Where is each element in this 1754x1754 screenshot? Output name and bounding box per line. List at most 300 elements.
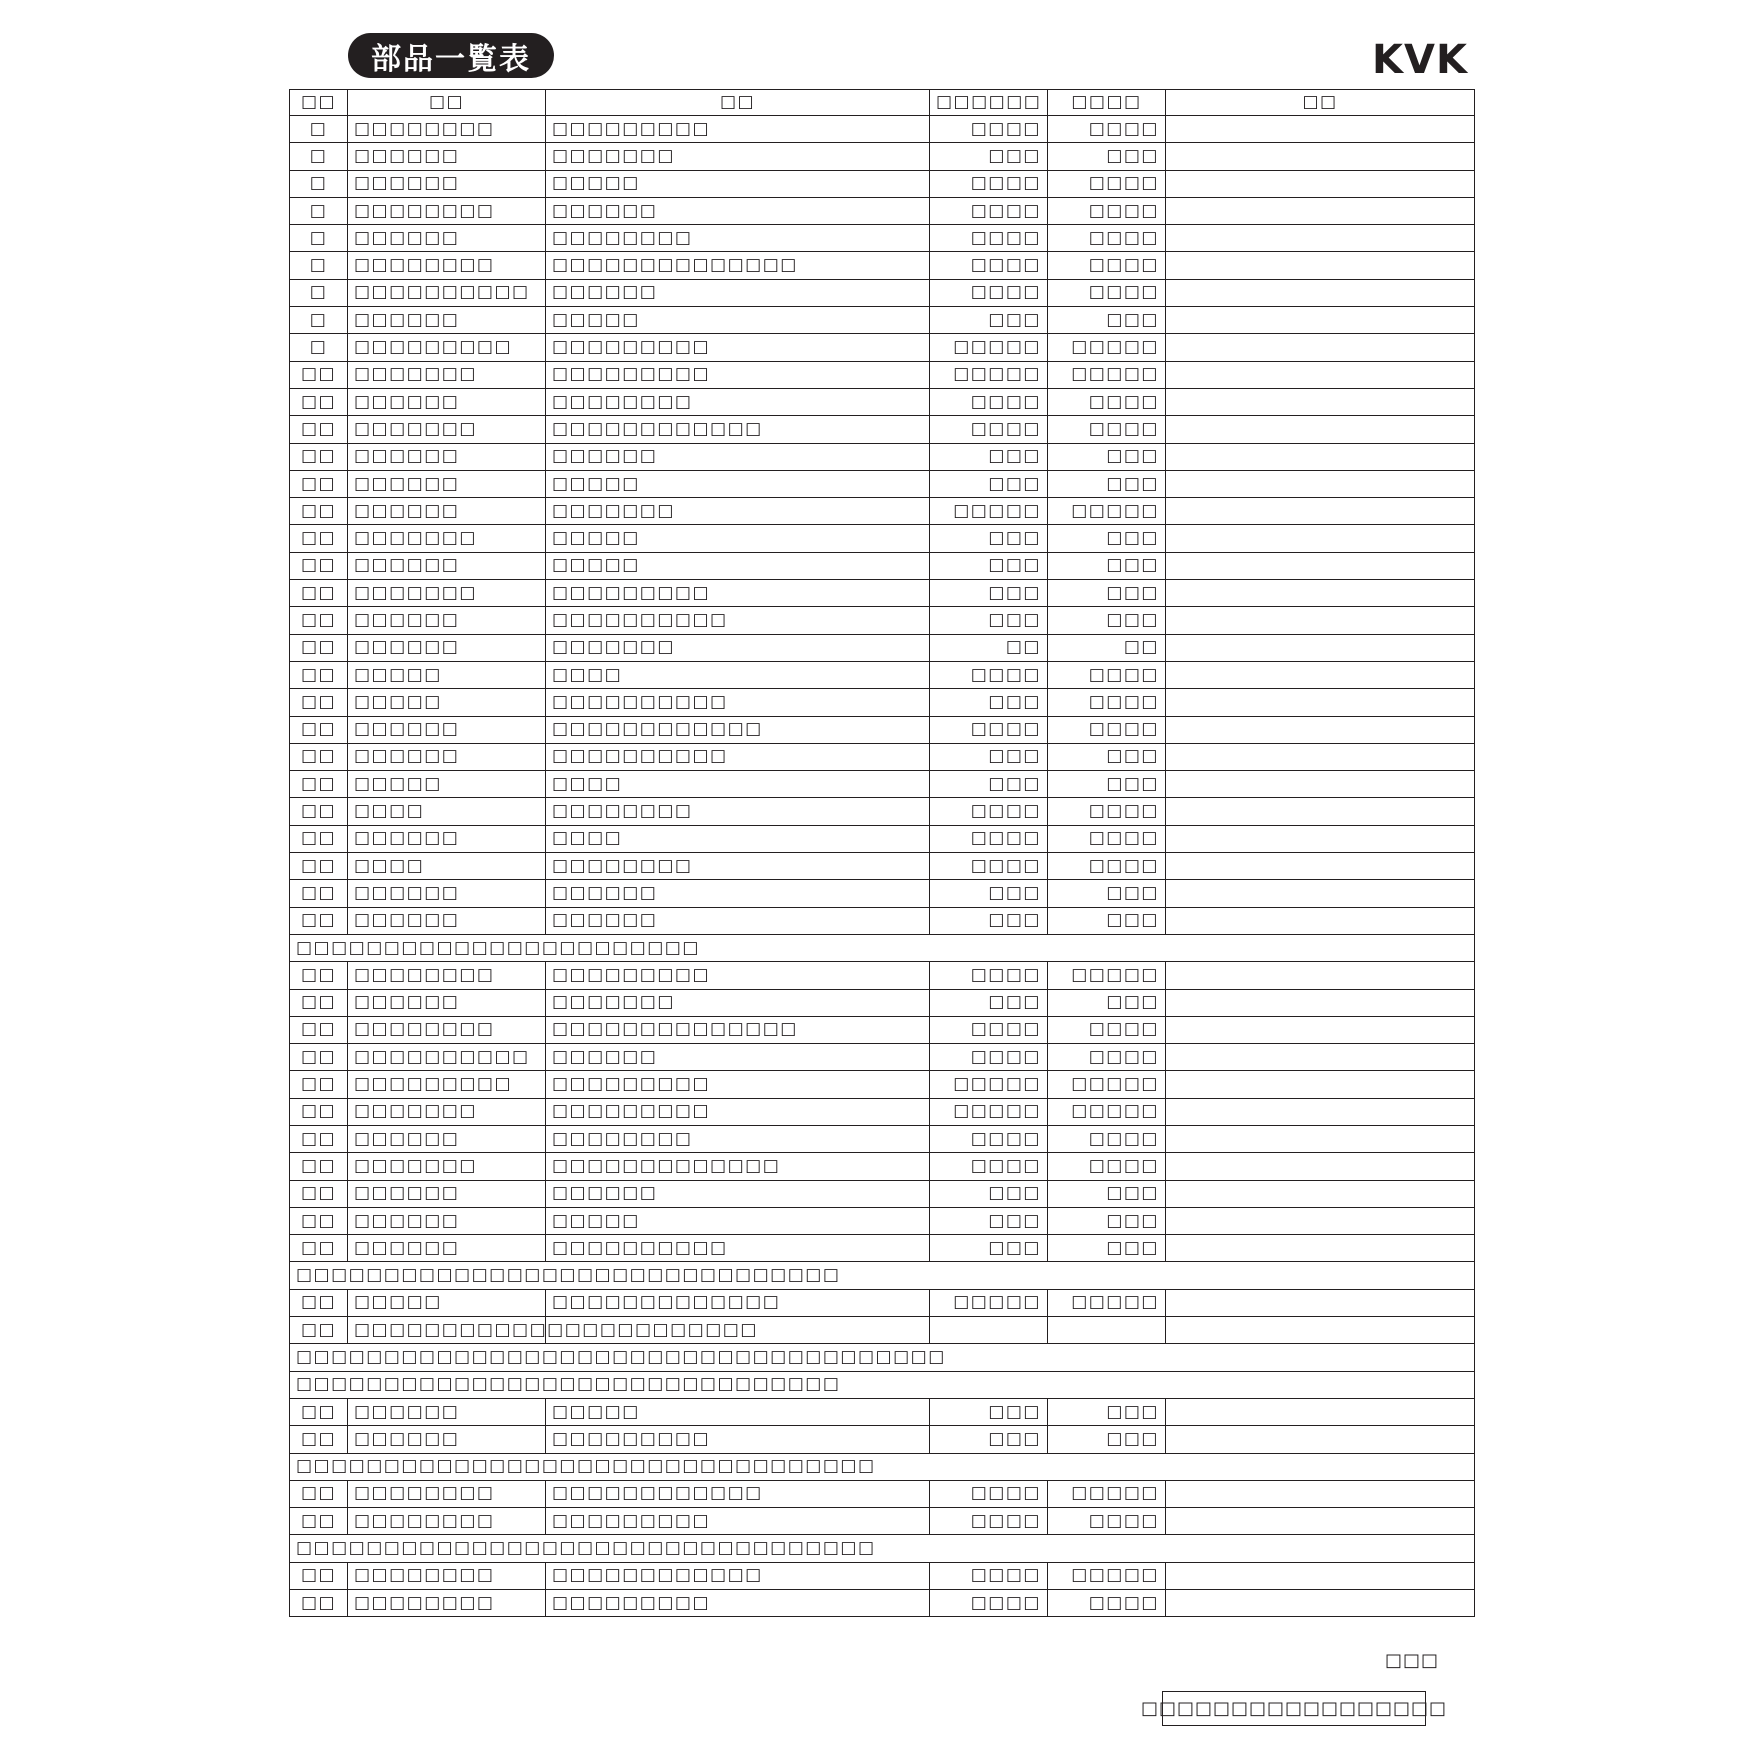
table-row <box>290 689 1475 716</box>
part-name: □□□□□□□□□□ <box>546 689 930 716</box>
table-row <box>290 443 1475 470</box>
table-row <box>290 1207 1475 1234</box>
table-row <box>290 1125 1475 1152</box>
price-cell: □□□ <box>930 1180 1048 1207</box>
note-cell <box>1166 307 1475 334</box>
table-row <box>290 1508 1475 1535</box>
price-cell: □□□ <box>930 525 1048 552</box>
section-row <box>290 934 1475 961</box>
price-cell: □□□□ <box>930 853 1048 880</box>
table-row <box>290 525 1475 552</box>
table-row <box>290 743 1475 770</box>
column-header-no: □□ <box>290 90 348 116</box>
part-code: □□□□□□□□ <box>348 1590 546 1617</box>
part-code: □□□□□□ <box>348 634 546 661</box>
price-with-tax-cell: □□□□ <box>1048 825 1166 852</box>
price-with-tax-cell: □□□ <box>1048 880 1166 907</box>
price-with-tax-cell: □□□□ <box>1048 388 1166 415</box>
note-cell <box>1166 279 1475 306</box>
price-cell: □□□ <box>930 607 1048 634</box>
part-number: □□ <box>290 525 348 552</box>
price-with-tax-cell: □□□ <box>1048 307 1166 334</box>
column-header-code: □□ <box>348 90 546 116</box>
part-name: □□□□□□□□□ <box>546 1508 930 1535</box>
price-cell: □□□ <box>930 470 1048 497</box>
part-name: □□□□□□□□ <box>546 225 930 252</box>
price-cell: □□□ <box>930 989 1048 1016</box>
price-with-tax-cell: □□□□ <box>1048 116 1166 143</box>
part-code: □□□□□□□□ <box>348 962 546 989</box>
table-row <box>290 989 1475 1016</box>
note-cell <box>1166 989 1475 1016</box>
table-row <box>290 279 1475 306</box>
note-cell <box>1166 661 1475 688</box>
part-number: □ <box>290 334 348 361</box>
price-cell: □□□□ <box>930 252 1048 279</box>
part-name: □□□□□□□□□□□□ <box>546 716 930 743</box>
part-name: □□□□□ <box>546 307 930 334</box>
document-title: 部品一覧表 <box>348 33 554 78</box>
note-cell <box>1166 197 1475 224</box>
part-number: □□ <box>290 443 348 470</box>
part-name: □□□□□□□□□ <box>546 116 930 143</box>
note-cell <box>1166 716 1475 743</box>
table-row <box>290 1480 1475 1507</box>
part-name: □□□□□□□□□□□□ <box>546 1562 930 1589</box>
part-number: □□ <box>290 771 348 798</box>
table-row <box>290 116 1475 143</box>
price-cell: □□□□ <box>930 279 1048 306</box>
price-with-tax-cell: □□□ <box>1048 907 1166 934</box>
note-cell <box>1166 498 1475 525</box>
part-name: □□□□□□□□ <box>546 798 930 825</box>
part-name: □□□□□□□□□ <box>546 1098 930 1125</box>
price-cell: □□□ <box>930 580 1048 607</box>
part-number: □□ <box>290 1480 348 1507</box>
price-with-tax-cell: □□□□ <box>1048 661 1166 688</box>
note-cell <box>1166 1044 1475 1071</box>
part-number: □□ <box>290 634 348 661</box>
part-number: □□ <box>290 716 348 743</box>
table-row <box>290 1590 1475 1617</box>
part-name: □□□□□ <box>546 552 930 579</box>
note-cell <box>1166 470 1475 497</box>
note-cell <box>1166 388 1475 415</box>
price-with-tax-cell: □□□□□ <box>1048 1562 1166 1589</box>
part-code: □□□□□□□□□□ <box>348 1044 546 1071</box>
section-row <box>290 1535 1475 1562</box>
note-cell <box>1166 634 1475 661</box>
price-cell: □□□□ <box>930 716 1048 743</box>
part-number: □□ <box>290 470 348 497</box>
column-header-note: □□ <box>1166 90 1475 116</box>
part-code: □□□□□ <box>348 771 546 798</box>
part-name: □□□□□□□□ <box>546 388 930 415</box>
section-label: □□□□□□□□□□□□□□□□□□□□□□□□□□□□□□□ <box>290 1262 1475 1289</box>
part-number: □□ <box>290 1153 348 1180</box>
price-with-tax-cell: □□□ <box>1048 470 1166 497</box>
part-number: □□ <box>290 1071 348 1098</box>
price-with-tax-cell: □□□□ <box>1048 1590 1166 1617</box>
part-code: □□□□□ <box>348 661 546 688</box>
part-number: □ <box>290 116 348 143</box>
part-code: □□□□□ <box>348 689 546 716</box>
part-number: □□ <box>290 498 348 525</box>
price-with-tax-cell: □□□□□ <box>1048 962 1166 989</box>
price-cell: □□□ <box>930 552 1048 579</box>
price-cell: □□□ <box>930 443 1048 470</box>
part-code: □□□□□□ <box>348 143 546 170</box>
table-row <box>290 962 1475 989</box>
part-name: □□□□ <box>546 661 930 688</box>
document-code: □□□□□□□□□□□□□□□□□ <box>1162 1691 1426 1726</box>
table-row <box>290 661 1475 688</box>
part-code: □□□□□□□□□ <box>348 1071 546 1098</box>
part-number: □□ <box>290 1207 348 1234</box>
price-with-tax-cell: □□□□□ <box>1048 1071 1166 1098</box>
part-code: □□□□□□ <box>348 1398 546 1425</box>
part-number: □□ <box>290 552 348 579</box>
part-name: □□□□ <box>546 771 930 798</box>
price-with-tax-cell: □□□□ <box>1048 225 1166 252</box>
part-name: □□□□□□□ <box>546 143 930 170</box>
part-name: □□□□□□□ <box>546 498 930 525</box>
part-number: □ <box>290 143 348 170</box>
note-cell <box>1166 1207 1475 1234</box>
part-code: □□□□□□□□ <box>348 116 546 143</box>
price-with-tax-cell: □□□□ <box>1048 252 1166 279</box>
price-with-tax-cell: □□□□ <box>1048 170 1166 197</box>
price-with-tax-cell: □□□□ <box>1048 853 1166 880</box>
part-name: □□□□□□□□ <box>546 853 930 880</box>
price-with-tax-cell: □□□□ <box>1048 1125 1166 1152</box>
price-cell: □□□ <box>930 1426 1048 1453</box>
part-name: □□□□□□□□□□□□ <box>546 416 930 443</box>
table-row <box>290 1289 1475 1316</box>
section-label: □□□□□□□□□□□□□□□□□□□□□□□□□□□□□□□□□□□□□ <box>290 1344 1475 1371</box>
part-code: □□□□ <box>348 798 546 825</box>
note-cell <box>1166 1480 1475 1507</box>
price-with-tax-cell: □□□□ <box>1048 279 1166 306</box>
table-row <box>290 716 1475 743</box>
column-header-price2: □□□□ <box>1048 90 1166 116</box>
price-cell: □□□□ <box>930 1508 1048 1535</box>
table-row <box>290 388 1475 415</box>
price-cell: □□□□□ <box>930 1289 1048 1316</box>
price-with-tax-cell: □□□□ <box>1048 1044 1166 1071</box>
part-number: □□ <box>290 361 348 388</box>
note-cell <box>1166 1590 1475 1617</box>
price-cell: □□□□ <box>930 1153 1048 1180</box>
part-number: □□ <box>290 1562 348 1589</box>
price-cell: □□□ <box>930 880 1048 907</box>
table-row <box>290 334 1475 361</box>
part-code: □□□□□□□ <box>348 580 546 607</box>
price-cell: □□□□ <box>930 170 1048 197</box>
price-cell: □□□□ <box>930 1016 1048 1043</box>
table-row <box>290 1426 1475 1453</box>
section-label: □□□□□□□□□□□□□□□□□□□□□□□ <box>290 934 1475 961</box>
price-cell <box>930 1317 1048 1344</box>
note-cell <box>1166 1562 1475 1589</box>
price-with-tax-cell: □□□□ <box>1048 1016 1166 1043</box>
part-number: □□ <box>290 607 348 634</box>
part-code: □□□□□□□□ <box>348 1562 546 1589</box>
part-number: □□ <box>290 1044 348 1071</box>
part-number: □□ <box>290 416 348 443</box>
price-with-tax-cell: □□□ <box>1048 1180 1166 1207</box>
note-cell <box>1166 607 1475 634</box>
part-number: □□ <box>290 1508 348 1535</box>
part-code: □□□□□□ <box>348 1207 546 1234</box>
part-code: □□□□ <box>348 853 546 880</box>
part-name: □□□□□□ <box>546 197 930 224</box>
note-cell <box>1166 116 1475 143</box>
part-number: □□ <box>290 661 348 688</box>
price-with-tax-cell: □□□ <box>1048 989 1166 1016</box>
part-number: □□ <box>290 689 348 716</box>
part-number: □□ <box>290 798 348 825</box>
part-name: □□□□□□□□□□□□□ <box>546 1153 930 1180</box>
price-cell: □□□□ <box>930 1044 1048 1071</box>
price-cell: □□□□ <box>930 225 1048 252</box>
note-cell <box>1166 798 1475 825</box>
part-code: □□□□□□ <box>348 1180 546 1207</box>
price-cell: □□□ <box>930 907 1048 934</box>
price-with-tax-cell: □□□ <box>1048 1235 1166 1262</box>
price-with-tax-cell: □□□□ <box>1048 798 1166 825</box>
table-row <box>290 1016 1475 1043</box>
part-number: □ <box>290 225 348 252</box>
note-cell <box>1166 771 1475 798</box>
note-cell <box>1166 1153 1475 1180</box>
table-row <box>290 307 1475 334</box>
price-with-tax-cell: □□□□ <box>1048 416 1166 443</box>
part-number: □□ <box>290 743 348 770</box>
price-cell: □□□□ <box>930 962 1048 989</box>
table-row <box>290 197 1475 224</box>
part-name: □□□□□□□□ <box>546 1125 930 1152</box>
table-row <box>290 1317 1475 1344</box>
part-code: □□□□□□ <box>348 907 546 934</box>
part-code: □□□□□□ <box>348 388 546 415</box>
note-cell <box>1166 1317 1475 1344</box>
part-code: □□□□□□ <box>348 825 546 852</box>
price-with-tax-cell: □□□ <box>1048 552 1166 579</box>
part-name: □□□□ <box>546 825 930 852</box>
part-code: □□□□□□□□ <box>348 1480 546 1507</box>
price-cell: □□□□□ <box>930 1098 1048 1125</box>
part-code: □□□□□□□□ <box>348 252 546 279</box>
note-cell <box>1166 334 1475 361</box>
note-cell <box>1166 552 1475 579</box>
part-name: □□□□□□□□□□ <box>546 743 930 770</box>
table-row <box>290 470 1475 497</box>
table-row <box>290 607 1475 634</box>
note-cell <box>1166 170 1475 197</box>
part-name: □□□□□□□□□ <box>546 1071 930 1098</box>
part-code: □□□□□□□□□□ <box>348 279 546 306</box>
table-row <box>290 1071 1475 1098</box>
part-number: □□ <box>290 1016 348 1043</box>
part-number: □□ <box>290 1317 348 1344</box>
part-code: □□□□□□ <box>348 443 546 470</box>
price-cell: □□□□ <box>930 825 1048 852</box>
part-name: □□□□□□□□□ <box>546 580 930 607</box>
column-header-name: □□ <box>546 90 930 116</box>
brand-logo: KVK <box>1372 37 1468 83</box>
price-with-tax-cell: □□□ <box>1048 443 1166 470</box>
part-code: □□□□□□ <box>348 880 546 907</box>
table-row <box>290 498 1475 525</box>
note-cell <box>1166 525 1475 552</box>
price-with-tax-cell: □□□□ <box>1048 197 1166 224</box>
part-number: □□ <box>290 853 348 880</box>
part-code: □□□□□□ <box>348 225 546 252</box>
part-name: □□□□□□ <box>546 1180 930 1207</box>
section-row <box>290 1371 1475 1398</box>
note-cell <box>1166 1016 1475 1043</box>
table-body <box>290 116 1475 1617</box>
note-cell <box>1166 1508 1475 1535</box>
part-number: □□ <box>290 1235 348 1262</box>
part-code: □□□□□□ <box>348 470 546 497</box>
note-cell <box>1166 1098 1475 1125</box>
price-with-tax-cell: □□□□ <box>1048 1508 1166 1535</box>
table-row <box>290 880 1475 907</box>
section-row <box>290 1344 1475 1371</box>
part-name: □□□□□ <box>546 170 930 197</box>
price-with-tax-cell <box>1048 1317 1166 1344</box>
table-row <box>290 225 1475 252</box>
part-code: □□□□□□□ <box>348 1098 546 1125</box>
part-code: □□□□□□ <box>348 498 546 525</box>
price-cell: □□□□□ <box>930 498 1048 525</box>
price-with-tax-cell: □□□□□ <box>1048 1480 1166 1507</box>
note-cell <box>1166 1071 1475 1098</box>
price-cell: □□□ <box>930 1398 1048 1425</box>
note-cell <box>1166 580 1475 607</box>
part-number: □□ <box>290 1289 348 1316</box>
price-cell: □□□ <box>930 1235 1048 1262</box>
price-with-tax-cell: □□□ <box>1048 1426 1166 1453</box>
part-code: □□□□□□□□□□□□□□□□□□□□□□□ <box>348 1317 546 1344</box>
part-name: □□□□□ <box>546 1398 930 1425</box>
note-cell <box>1166 416 1475 443</box>
table-row <box>290 416 1475 443</box>
note-cell <box>1166 361 1475 388</box>
table-row <box>290 170 1475 197</box>
note-cell <box>1166 1125 1475 1152</box>
price-cell: □□□□□ <box>930 1071 1048 1098</box>
price-with-tax-cell: □□□□□ <box>1048 361 1166 388</box>
table-row <box>290 798 1475 825</box>
price-with-tax-cell: □□□ <box>1048 743 1166 770</box>
part-code: □□□□□ <box>348 1289 546 1316</box>
table-row <box>290 143 1475 170</box>
note-cell <box>1166 689 1475 716</box>
part-code: □□□□□□ <box>348 989 546 1016</box>
price-cell: □□ <box>930 634 1048 661</box>
part-number: □ <box>290 252 348 279</box>
table-row <box>290 1562 1475 1589</box>
part-code: □□□□□□□□□ <box>348 334 546 361</box>
section-label: □□□□□□□□□□□□□□□□□□□□□□□□□□□□□□□□□ <box>290 1453 1475 1480</box>
part-number: □□ <box>290 1180 348 1207</box>
price-with-tax-cell: □□ <box>1048 634 1166 661</box>
note-cell <box>1166 907 1475 934</box>
price-with-tax-cell: □□□ <box>1048 771 1166 798</box>
price-with-tax-cell: □□□□□ <box>1048 1289 1166 1316</box>
part-number: □□ <box>290 580 348 607</box>
note-cell <box>1166 1398 1475 1425</box>
note-cell <box>1166 252 1475 279</box>
price-with-tax-cell: □□□ <box>1048 580 1166 607</box>
price-with-tax-cell: □□□□ <box>1048 689 1166 716</box>
price-cell: □□□□ <box>930 197 1048 224</box>
table-row <box>290 552 1475 579</box>
price-with-tax-cell: □□□ <box>1048 607 1166 634</box>
parts-table <box>289 89 1475 1617</box>
part-name: □□□□□□□□□ <box>546 361 930 388</box>
note-cell <box>1166 1426 1475 1453</box>
table-header-row <box>290 90 1475 116</box>
part-name: □□□□□ <box>546 470 930 497</box>
price-cell: □□□ <box>930 771 1048 798</box>
part-name: □□□□□□□□□□ <box>546 607 930 634</box>
part-number: □□ <box>290 989 348 1016</box>
part-code: □□□□□□ <box>348 1426 546 1453</box>
part-number: □□ <box>290 962 348 989</box>
note-cell <box>1166 443 1475 470</box>
section-row <box>290 1453 1475 1480</box>
price-with-tax-cell: □□□□□ <box>1048 1098 1166 1125</box>
note-cell <box>1166 1180 1475 1207</box>
note-cell <box>1166 743 1475 770</box>
price-with-tax-cell: □□□□□ <box>1048 334 1166 361</box>
table-row <box>290 361 1475 388</box>
price-cell: □□□□□ <box>930 334 1048 361</box>
part-number: □□ <box>290 880 348 907</box>
note-cell <box>1166 853 1475 880</box>
part-number: □□ <box>290 1426 348 1453</box>
part-name: □□□□□□ <box>546 1044 930 1071</box>
price-cell: □□□ <box>930 307 1048 334</box>
table-row <box>290 580 1475 607</box>
note-cell <box>1166 143 1475 170</box>
part-code: □□□□□□□ <box>348 416 546 443</box>
part-code: □□□□□□□□ <box>348 197 546 224</box>
price-cell: □□□□ <box>930 1480 1048 1507</box>
price-cell: □□□□ <box>930 416 1048 443</box>
table-row <box>290 771 1475 798</box>
part-number: □ <box>290 279 348 306</box>
note-cell <box>1166 962 1475 989</box>
part-code: □□□□□□ <box>348 170 546 197</box>
part-code: □□□□□□ <box>348 1125 546 1152</box>
part-name: □□□□□□□□□ <box>546 962 930 989</box>
part-number: □□ <box>290 825 348 852</box>
page-number: □□□ <box>1385 1650 1440 1671</box>
part-code: □□□□□□□ <box>348 361 546 388</box>
part-name: □□□□□□□□□□□□□□ <box>546 1016 930 1043</box>
part-name: □□□□□ <box>546 525 930 552</box>
note-cell <box>1166 1235 1475 1262</box>
part-name: □□□□□□ <box>546 880 930 907</box>
part-number: □□ <box>290 1590 348 1617</box>
price-with-tax-cell: □□□□□ <box>1048 498 1166 525</box>
note-cell <box>1166 880 1475 907</box>
